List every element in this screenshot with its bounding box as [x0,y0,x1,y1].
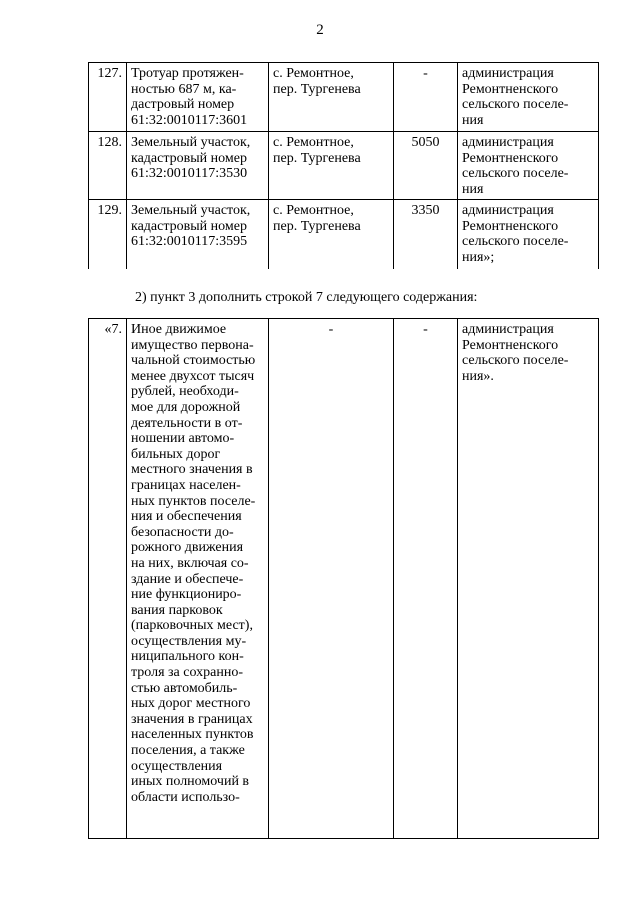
object-holder: администрация Ремонтненского сельского поселе- ния [458,63,599,132]
object-address: с. Ремонтное, пер. Тургенева [269,200,394,270]
table-row [89,200,599,270]
object-address: - [269,319,394,839]
object-address: с. Ремонтное, пер. Тургенева [269,63,394,132]
object-address: с. Ремонтное, пер. Тургенева [269,132,394,200]
table-row [89,319,599,839]
amendment-intro-text: 2) пункт 3 дополнить строкой 7 следующего содержания: [135,290,478,305]
property-table-continued [88,62,599,269]
object-holder: администрация Ремонтненского сельского поселе- ния [458,132,599,200]
row-number: 129. [89,200,127,270]
row-number: «7. [89,319,127,839]
object-holder: администрация Ремонтненского сельского поселе- ния». [458,319,599,839]
table-row [89,63,599,132]
table-row [89,132,599,200]
object-area: - [394,63,458,132]
row-number: 127. [89,63,127,132]
object-area: 3350 [394,200,458,270]
object-name: Иное движимое имущество первона- чальной стоимостью менее двухсот тысяч рублей, необходи- мое для дорожной деятельности в от- ношении автомо- бильных дорог местного значения в границах населен- ных пунктов поселе- ния и обеспечения безопасности до- рожного движения на них, включая со- здание и обеспече- ние функциониро- вания парковок (парковочных мест), осуществления му- ниципального кон- троля за сохранно- стью автомобиль- ных дорог местного значения в границах населенных пунктов поселения, а также осуществления иных полномочий в области использо- [127,319,269,839]
object-name: Тротуар протяжен- ностью 687 м, ка- дастровый номер 61:32:0010117:3601 [127,63,269,132]
object-name: Земельный участок, кадастровый номер 61:32:0010117:3595 [127,200,269,270]
property-table-new-row [88,318,599,839]
object-area: 5050 [394,132,458,200]
object-name: Земельный участок, кадастровый номер 61:32:0010117:3530 [127,132,269,200]
row-number: 128. [89,132,127,200]
page-number: 2 [316,22,324,38]
object-holder: администрация Ремонтненского сельского поселе- ния»; [458,200,599,270]
object-area: - [394,319,458,839]
